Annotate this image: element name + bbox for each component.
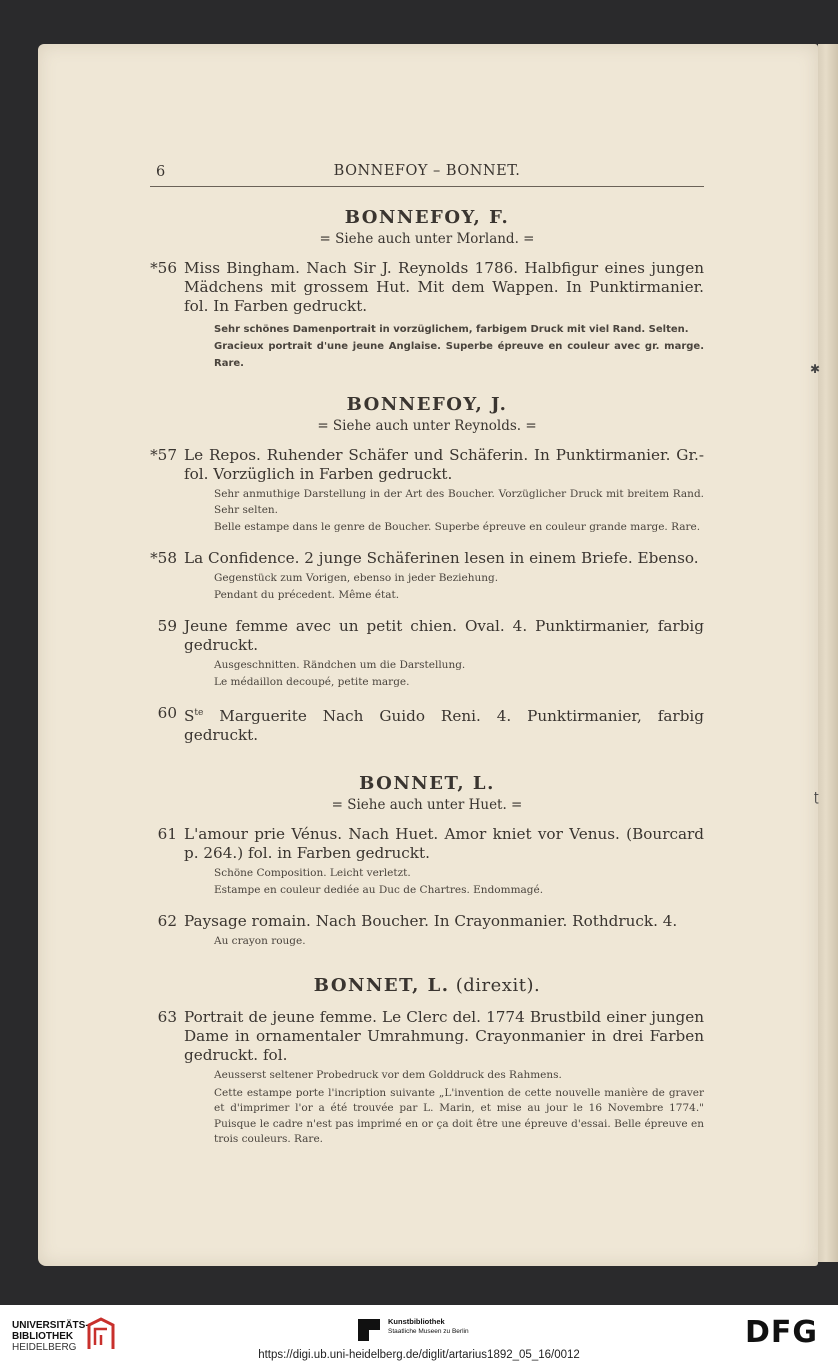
entry-note: Estampe en couleur dediée au Duc de Chartres. Endommagé. — [214, 884, 544, 897]
catalog-entry — [150, 1008, 704, 1065]
catalog-entry — [150, 446, 704, 484]
see-also: = Siehe auch unter Reynolds. = — [317, 418, 537, 434]
entry-note: Sehr anmuthige Darstellung in der Art des Boucher. Vorzüglicher Druck mit breitem Rand. Sehr selten. — [214, 488, 704, 516]
entry-number: 63 — [157, 1008, 177, 1027]
artist-heading: BONNEFOY, F. — [344, 207, 510, 228]
entry-text: Miss Bingham. Nach Sir J. Reynolds 1786. Halbfigur eines jungen Mädchens mit grossem Hut. Mit dem Wappen. In Punktirmanier. fol. In Farben gedruckt. — [184, 259, 704, 315]
entry-number: 59 — [157, 616, 177, 635]
artist-suffix: (direxit). — [449, 975, 541, 997]
running-head — [150, 160, 704, 187]
entry-text: L'amour prie Vénus. Nach Huet. Amor kniet vor Venus. (Bourcard p. 264.) fol. in Farben gedruckt. — [184, 824, 704, 862]
entry-note: Sehr schönes Damenportrait in vorzüglichem, farbigem Druck mit viel Rand. Selten. — [214, 324, 689, 335]
ub-logo-line3: HEIDELBERG — [12, 1342, 77, 1353]
catalog-entry — [150, 825, 704, 863]
entry-text: Le Repos. Ruhender Schäfer und Schäferin. In Punktirmanier. Gr.-fol. Vorzüglich in Farben gedruckt. — [184, 446, 704, 483]
page-number: 6 — [156, 164, 166, 180]
entry-number: *57 — [150, 446, 177, 464]
artist-name: BONNET, L. — [313, 975, 450, 997]
see-also: = Siehe auch unter Morland. = — [319, 231, 535, 247]
entry-text: Portrait de jeune femme. Le Clerc del. 1774 Brustbild einer jungen Dame in ornamentaler Umrahmung. Crayonmanier in drei Farben gedruckt. fol. — [184, 1008, 704, 1065]
artist-heading — [150, 975, 704, 996]
entry-text: Marguerite Nach Guido Reni. 4. Punktirmanier, farbig gedruckt. — [184, 706, 704, 744]
ub-logo-line1: UNIVERSITÄTS- — [12, 1320, 89, 1331]
kunstbibliothek-mark-icon — [358, 1319, 380, 1341]
margin-mark-icon: ✱ — [810, 362, 821, 376]
see-also: = Siehe auch unter Huet. = — [331, 796, 523, 813]
artist-heading: BONNET, L. — [359, 772, 495, 794]
dfg-logo[interactable]: DFG — [745, 1315, 819, 1350]
entry-note: Belle estampe dans le genre de Boucher. Superbe épreuve en couleur grande marge. Rare. — [214, 521, 701, 533]
entry-note: Schöne Composition. Leicht verletzt. — [214, 866, 411, 879]
entry-text: La Confidence. 2 junge Schäferinen lesen in einem Briefe. Ebenso. — [184, 548, 699, 567]
page-edge — [818, 44, 838, 1262]
entry-note: Gegenstück zum Vorigen, ebenso in jeder Beziehung. — [214, 571, 499, 584]
ub-logo-line2: BIBLIOTHEK — [12, 1331, 74, 1342]
running-title: BONNEFOY – BONNET. — [333, 163, 521, 179]
entry-note: Cette estampe porte l'incription suivante „L'invention de cette nouvelle manière de graver et d'imprimer l'or a été trouvée par L. Marin, et mise au jour le 16 Novembre 1774." Puisque le cadre n'est pas imprimé en or ça doit être une épreuve d'essai. Belle épreuve en trois couleurs. Rare. — [214, 1086, 704, 1146]
entry-text-prefix: S — [184, 706, 195, 725]
entry-text: Paysage romain. Nach Boucher. In Crayonmanier. Rothdruck. 4. — [184, 911, 678, 930]
entry-note: Au crayon rouge. — [214, 934, 306, 947]
entry-text-superscript: te — [194, 707, 204, 718]
artist-heading: BONNEFOY, J. — [346, 394, 508, 415]
entry-note: Gracieux portrait d'une jeune Anglaise. Superbe épreuve en couleur avec gr. marge. Rare. — [214, 341, 704, 369]
entry-number: 60 — [157, 703, 177, 722]
page-content — [150, 160, 704, 1148]
entry-note: Aeusserst seltener Probedruck vor dem Golddruck des Rahmens. — [214, 1069, 562, 1082]
entry-text: Jeune femme avec un petit chien. Oval. 4. Punktirmanier, farbig gedruckt. — [184, 616, 704, 654]
entry-number: *56 — [150, 259, 177, 277]
catalog-entry — [150, 259, 704, 316]
entry-number: 61 — [157, 824, 177, 843]
permalink-url[interactable]: https://digi.ub.uni-heidelberg.de/diglit/artarius1892_05_16/0012 — [258, 1349, 580, 1361]
entry-number: 62 — [157, 911, 177, 930]
kunstbibliothek-subtitle: Staatliche Museen zu Berlin — [388, 1328, 469, 1335]
kunstbibliothek-title: Kunstbibliothek — [388, 1317, 445, 1326]
entry-note: Le médaillon decoupé, petite marge. — [214, 676, 410, 688]
catalog-entry — [150, 704, 704, 745]
entry-note: Pendant du précedent. Même état. — [214, 589, 400, 601]
catalog-entry — [150, 549, 704, 568]
catalog-entry — [150, 912, 704, 931]
ub-emblem-icon — [85, 1315, 117, 1353]
entry-note: Ausgeschnitten. Rändchen um die Darstellung. — [214, 658, 466, 671]
catalog-entry — [150, 617, 704, 655]
margin-mark-icon: ʈ — [814, 790, 819, 804]
entry-number: *58 — [150, 548, 177, 567]
